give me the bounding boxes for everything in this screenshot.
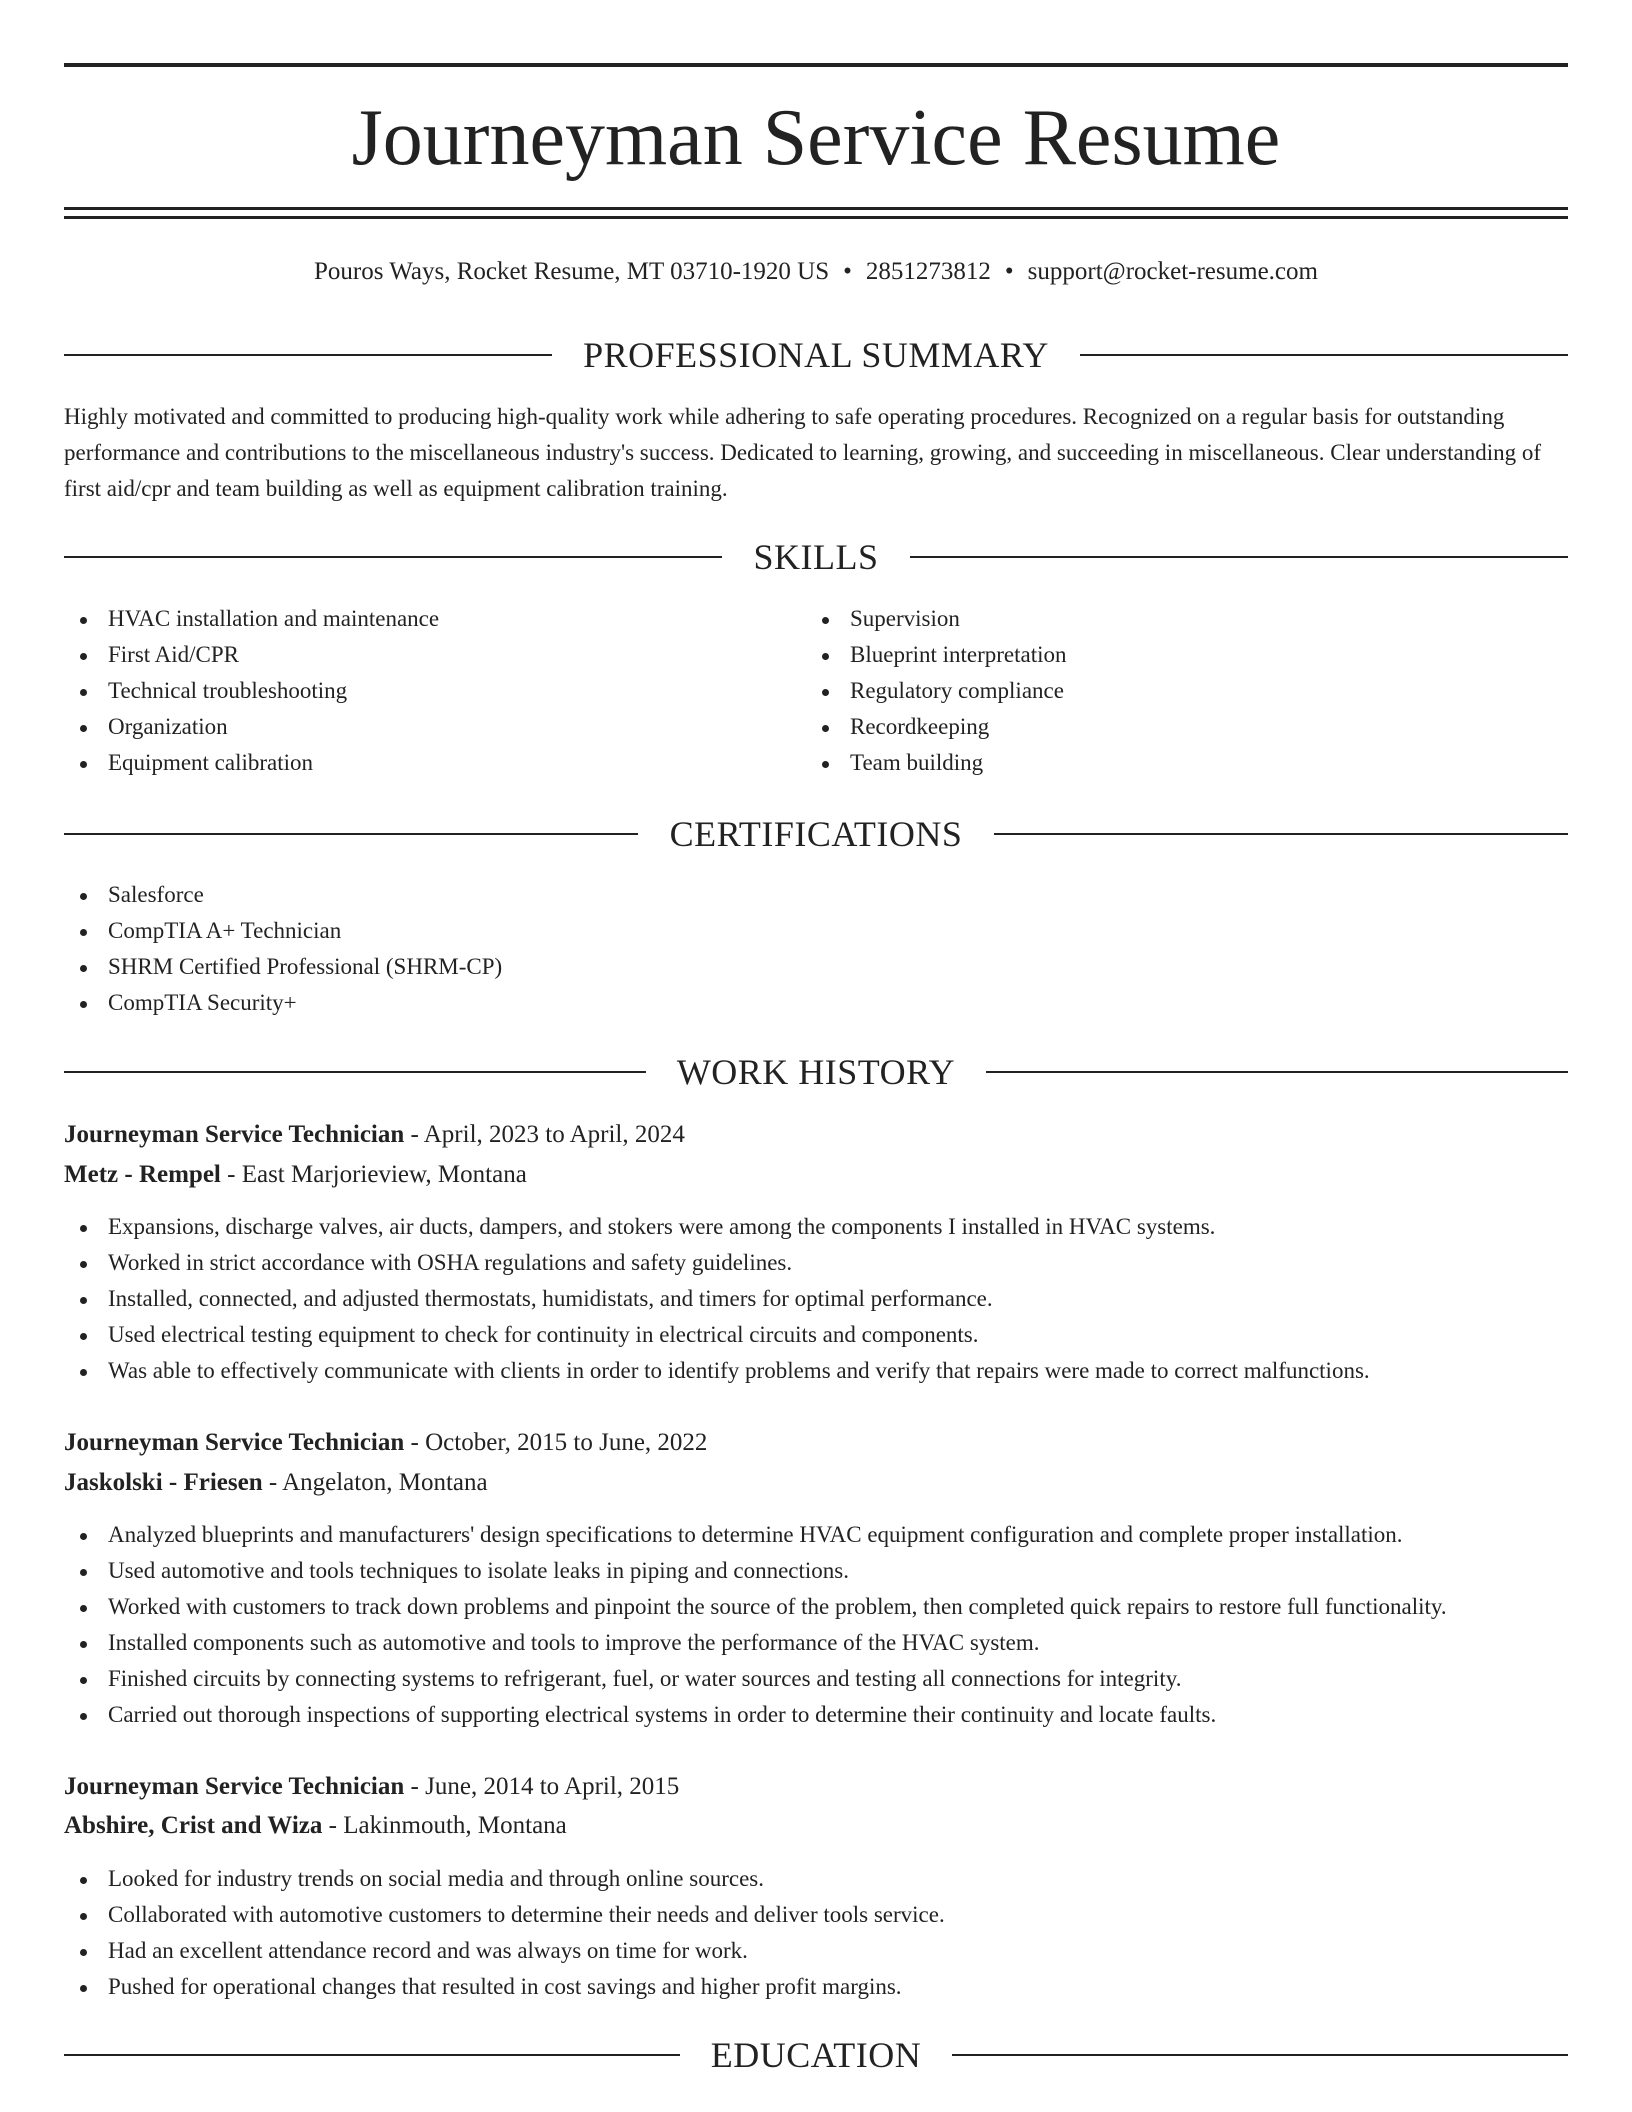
section-rule-right — [1080, 354, 1568, 356]
contact-email: support@rocket-resume.com — [1027, 258, 1318, 285]
section-header-work-history — [64, 1050, 1568, 1094]
job-title-line — [64, 1425, 707, 1461]
job-bullet: Collaborated with automotive customers to determine their needs and deliver tools service. — [64, 1897, 1568, 1933]
certifications-list — [64, 877, 1564, 1021]
section-title-work-history: WORK HISTORY — [676, 1052, 956, 1092]
job-location: - East Marjorieview, Montana — [220, 1161, 527, 1188]
job-bullet: Worked with customers to track down problems and pinpoint the source of the problem, then completed quick repairs to restore full functionality. — [64, 1589, 1568, 1625]
certification-item: CompTIA A+ Technician — [64, 913, 1564, 949]
job-bullet: Installed, connected, and adjusted thermostats, humidistats, and timers for optimal performance. — [64, 1281, 1568, 1317]
job-bullet: Used electrical testing equipment to check for continuity in electrical circuits and components. — [64, 1317, 1568, 1353]
skill-item: Team building — [806, 745, 1546, 781]
skill-item: HVAC installation and maintenance — [64, 601, 804, 637]
contact-line — [64, 255, 1568, 289]
contact-phone: 2851273812 — [865, 258, 991, 285]
job-company: Abshire, Crist and Wiza — [64, 1812, 323, 1839]
top-rule — [64, 63, 1568, 67]
job-bullet: Installed components such as automotive and tools to improve the performance of the HVAC system. — [64, 1625, 1568, 1661]
skills-list-right — [806, 601, 1546, 781]
certification-item: SHRM Certified Professional (SHRM-CP) — [64, 949, 1564, 985]
job-bullet: Worked in strict accordance with OSHA regulations and safety guidelines. — [64, 1245, 1568, 1281]
job-bullets — [64, 1517, 1568, 1733]
skill-item: Blueprint interpretation — [806, 637, 1546, 673]
section-rule-right — [952, 2054, 1568, 2056]
skill-item: Organization — [64, 709, 804, 745]
job-company-line — [64, 1808, 567, 1844]
skill-item: First Aid/CPR — [64, 637, 804, 673]
section-rule-right — [910, 556, 1568, 558]
job-company: Metz - Rempel — [64, 1161, 221, 1188]
title-rule-lower — [64, 216, 1568, 219]
section-header-summary — [64, 333, 1568, 377]
job-bullets — [64, 1209, 1568, 1389]
skills-list-left — [64, 601, 804, 781]
certification-item: CompTIA Security+ — [64, 985, 1564, 1021]
job-company-line — [64, 1157, 527, 1193]
job-bullet: Analyzed blueprints and manufacturers' design specifications to determine HVAC equipment configuration and complete proper installation. — [64, 1517, 1568, 1553]
job-title-line — [64, 1769, 679, 1805]
title-rule-upper — [64, 207, 1568, 210]
job-company: Jaskolski - Friesen — [64, 1469, 263, 1496]
skill-item: Equipment calibration — [64, 745, 804, 781]
job-dates: - April, 2023 to April, 2024 — [404, 1121, 685, 1148]
job-bullets — [64, 1861, 1568, 2005]
section-rule-right — [994, 833, 1568, 835]
job-location: - Angelaton, Montana — [262, 1469, 488, 1496]
section-title-skills: SKILLS — [753, 537, 879, 577]
job-bullet: Was able to effectively communicate with clients in order to identify problems and verify that repairs were made to correct malfunctions. — [64, 1353, 1568, 1389]
job-location: - Lakinmouth, Montana — [322, 1812, 567, 1839]
section-title-education: EDUCATION — [710, 2035, 922, 2075]
contact-separator: • — [843, 258, 852, 285]
section-rule-right — [986, 1071, 1568, 1073]
section-title-summary: PROFESSIONAL SUMMARY — [583, 335, 1049, 375]
section-header-education — [64, 2033, 1568, 2077]
section-title-certifications: CERTIFICATIONS — [669, 814, 963, 854]
job-bullet: Looked for industry trends on social media and through online sources. — [64, 1861, 1568, 1897]
job-title-line — [64, 1117, 685, 1153]
job-dates: - October, 2015 to June, 2022 — [404, 1429, 708, 1456]
skill-item: Regulatory compliance — [806, 673, 1546, 709]
job-dates: - June, 2014 to April, 2015 — [404, 1773, 680, 1800]
section-header-skills — [64, 535, 1568, 579]
skill-item: Recordkeeping — [806, 709, 1546, 745]
job-bullet: Used automotive and tools techniques to isolate leaks in piping and connections. — [64, 1553, 1568, 1589]
job-title: Journeyman Service Technician — [64, 1773, 405, 1800]
summary-text: Highly motivated and committed to producing high-quality work while adhering to safe operating procedures. Recognized on a regular basis for outstanding performance and contributions to the miscellaneous industry's success. Dedicated to learning, growing, and succeeding in miscellaneous. Clear understanding of first aid/cpr and team building as well as equipment calibration training. — [64, 404, 1542, 501]
job-bullet: Had an excellent attendance record and was always on time for work. — [64, 1933, 1568, 1969]
job-bullet: Finished circuits by connecting systems to refrigerant, fuel, or water sources and testing all connections for integrity. — [64, 1661, 1568, 1697]
skill-item: Technical troubleshooting — [64, 673, 804, 709]
job-bullet: Expansions, discharge valves, air ducts, dampers, and stokers were among the components I installed in HVAC systems. — [64, 1209, 1568, 1245]
section-header-certifications — [64, 812, 1568, 856]
resume-title: Journeyman Service Resume — [351, 94, 1281, 182]
job-title: Journeyman Service Technician — [64, 1121, 405, 1148]
contact-address: Pouros Ways, Rocket Resume, MT 03710-1920 US — [314, 258, 830, 285]
job-bullet: Carried out thorough inspections of supporting electrical systems in order to determine their continuity and locate faults. — [64, 1697, 1568, 1733]
job-title: Journeyman Service Technician — [64, 1429, 405, 1456]
contact-separator: • — [1004, 258, 1014, 285]
job-company-line — [64, 1465, 488, 1501]
certification-item: Salesforce — [64, 877, 1564, 913]
job-bullet: Pushed for operational changes that resulted in cost savings and higher profit margins. — [64, 1969, 1568, 2005]
skill-item: Supervision — [806, 601, 1546, 637]
